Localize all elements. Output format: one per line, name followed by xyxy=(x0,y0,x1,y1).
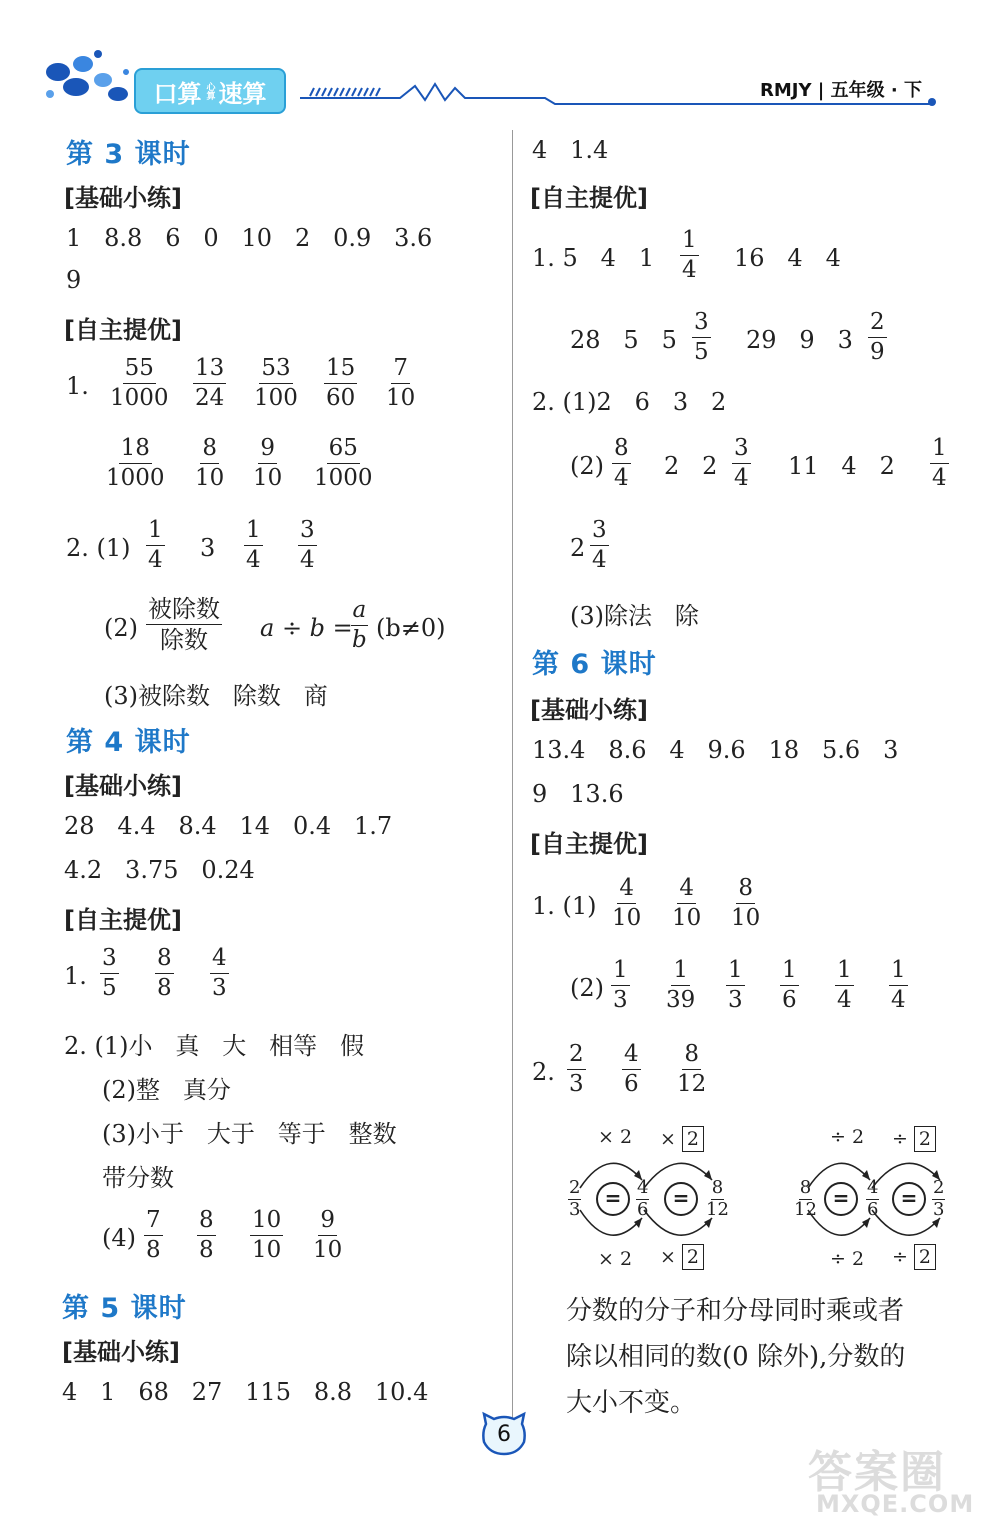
lesson-3-q1-number: 1. xyxy=(66,372,89,400)
lesson-3-basic-line2: 9 xyxy=(66,266,82,294)
column-divider xyxy=(512,130,513,1430)
fraction: $\frac{4}{10}$ xyxy=(672,875,702,931)
lesson-5-basic-label: [基础小练] xyxy=(62,1338,180,1366)
fraction: $\frac{65}{1000}$ xyxy=(314,435,373,491)
fraction: $\frac{4}{10}$ xyxy=(612,875,642,931)
op-label: ÷ 2 xyxy=(830,1248,865,1270)
fraction: 8 12 xyxy=(706,1177,729,1220)
answer-box: 2 xyxy=(682,1244,704,1270)
fraction: $\frac{13}{24}$ xyxy=(195,355,225,411)
fraction: $\frac{2}{9}$ xyxy=(870,309,885,365)
lesson-6-basic-line1: 13.4 8.6 4 9.6 18 5.6 3 xyxy=(532,736,899,764)
op-label: ÷ xyxy=(892,1128,908,1150)
fraction: $\frac{2}{3}$ xyxy=(569,1041,584,1097)
lesson-5-adv-label: [自主提优] xyxy=(530,184,648,212)
fraction: $\frac{8}{12}$ xyxy=(677,1041,707,1097)
op-label: × xyxy=(660,1128,676,1150)
fraction: $\frac{4}{6}$ xyxy=(624,1041,639,1097)
lesson-5-q2-2-prefix: (2) xyxy=(570,452,604,480)
fraction: $\frac{1}{3}$ xyxy=(728,957,743,1013)
lesson-3-q2-2-prefix: (2) xyxy=(104,614,138,642)
page-number-badge xyxy=(480,1410,528,1458)
fraction: $\frac{8}{8}$ xyxy=(199,1207,214,1263)
diagram-multiply xyxy=(560,1118,750,1278)
lesson-3-basic-label: [基础小练] xyxy=(64,184,182,212)
lesson-5-q1-b-mid: 29 9 3 xyxy=(746,326,853,354)
lesson-4-q2-3: (3)小于 大于 等于 整数 xyxy=(102,1120,397,1148)
fraction: 8 12 xyxy=(794,1177,817,1220)
op-label: ÷ 2 xyxy=(830,1126,865,1148)
formula-left: a ÷ b = xyxy=(260,614,353,642)
op-label: ÷ xyxy=(892,1246,908,1268)
fraction: 2 3 xyxy=(933,1177,945,1220)
fraction: $\frac{9}{10}$ xyxy=(313,1207,343,1263)
lesson-5-q2-2b: 2 xyxy=(570,534,586,562)
equals-circle: = xyxy=(824,1182,858,1216)
lesson-3-q2-3: (3)被除数 除数 商 xyxy=(104,682,328,710)
brand-title: 口算 xyxy=(153,79,202,108)
answer-box: 2 xyxy=(914,1244,936,1270)
lesson-5-q2-1: 2. (1)2 6 3 2 xyxy=(532,388,727,416)
fraction: $\frac{3}{4}$ xyxy=(592,517,607,573)
fraction: $\frac{10}{10}$ xyxy=(252,1207,282,1263)
lesson-6-adv-label: [自主提优] xyxy=(530,830,648,858)
lesson-5-basic-line1: 4 1 68 27 115 8.8 10.4 xyxy=(62,1378,429,1406)
formula-right: (b≠0) xyxy=(376,614,446,642)
conclusion-line-3: 大小不变。 xyxy=(566,1388,697,1418)
lesson-5-q1-a: 1. 5 4 1 xyxy=(532,244,655,272)
lesson-6-q1-2-prefix: (2) xyxy=(570,974,604,1002)
edition-label: RMJY | 五年级 · 下 xyxy=(760,80,922,101)
answer-value: 3 xyxy=(200,534,216,562)
fraction: 4 6 xyxy=(867,1177,879,1220)
fraction: $\frac{8}{10}$ xyxy=(731,875,761,931)
lesson-4-adv-label: [自主提优] xyxy=(64,906,182,934)
fraction: $\frac{3}{5}$ xyxy=(694,309,709,365)
fraction: $\frac{3}{4}$ xyxy=(300,517,315,573)
lesson-5-cont-line1: 4 1.4 xyxy=(532,136,609,164)
fraction: $\frac{53}{100}$ xyxy=(254,355,298,411)
lesson-4-basic-line1: 28 4.4 8.4 14 0.4 1.7 xyxy=(64,812,393,840)
fraction: $\frac{1}{3}$ xyxy=(613,957,628,1013)
page-number: 6 xyxy=(497,1422,511,1447)
fraction: $\frac{8}{8}$ xyxy=(157,945,172,1001)
header xyxy=(0,0,1000,120)
lesson-5-q2-2-mid: 2 2 xyxy=(664,452,718,480)
fraction: $\frac{1}{4}$ xyxy=(837,957,852,1013)
lesson-4-basic-label: [基础小练] xyxy=(64,772,182,800)
lesson-6-basic-label: [基础小练] xyxy=(530,696,648,724)
fraction: $\frac{55}{1000}$ xyxy=(110,355,169,411)
op-label: × xyxy=(660,1246,676,1268)
fraction: $\frac{3}{5}$ xyxy=(102,945,117,1001)
lesson-5-q1-b: 28 5 5 xyxy=(570,326,677,354)
brand-mid: 心算 xyxy=(204,82,215,100)
lesson-5-q2-2-tail: 11 4 2 xyxy=(788,452,895,480)
watermark-logo: 答案圈 xyxy=(808,1447,946,1498)
lesson-4-q1-number: 1. xyxy=(64,962,87,990)
fraction: $\frac{18}{1000}$ xyxy=(106,435,165,491)
lesson-4-q2-3b: 带分数 xyxy=(102,1164,174,1192)
fraction: $\frac{1}{6}$ xyxy=(782,957,797,1013)
conclusion-line-2: 除以相同的数(0 除外),分数的 xyxy=(566,1342,906,1372)
lesson-6-q2-number: 2. xyxy=(532,1058,555,1086)
fraction: 4 6 xyxy=(637,1177,649,1220)
fraction: $\frac{15}{60}$ xyxy=(326,355,356,411)
conclusion-line-1: 分数的分子和分母同时乘或者 xyxy=(566,1296,905,1326)
lesson-5-q2-3: (3)除法 除 xyxy=(570,602,699,630)
lesson-3-q2-number: 2. (1) xyxy=(66,534,131,562)
lesson-3-basic-line1: 1 8.8 6 0 10 2 0.9 3.6 xyxy=(66,224,433,252)
fraction: $\frac{1}{4}$ xyxy=(246,517,261,573)
fraction: $\frac{8}{10}$ xyxy=(195,435,225,491)
fraction: $\frac{1}{4}$ xyxy=(148,517,163,573)
fraction: $\frac{9}{10}$ xyxy=(253,435,283,491)
fraction: 2 3 xyxy=(569,1177,581,1220)
equals-circle: = xyxy=(892,1182,926,1216)
brand-title-end: 速算 xyxy=(218,79,267,108)
fraction: $\frac{4}{3}$ xyxy=(212,945,227,1001)
lesson-4-q2-2: (2)整 真分 xyxy=(102,1076,231,1104)
lesson-3-adv-label: [自主提优] xyxy=(64,316,182,344)
equals-circle: = xyxy=(596,1182,630,1216)
fraction: $\frac{7}{10}$ xyxy=(386,355,416,411)
lesson-3-title: 第 3 课时 xyxy=(66,139,191,170)
watermark-url: MXQE.COM xyxy=(816,1490,975,1518)
lesson-5-q1-a-tail: 16 4 4 xyxy=(734,244,841,272)
fraction: 被除数 除数 xyxy=(148,595,220,654)
fraction: $\frac{1}{4}$ xyxy=(891,957,906,1013)
fraction: $\frac{1}{39}$ xyxy=(666,957,696,1013)
equals-circle: = xyxy=(664,1182,698,1216)
diagram-divide xyxy=(788,1118,978,1278)
lesson-5-title: 第 5 课时 xyxy=(62,1293,187,1324)
fraction: $\frac{1}{4}$ xyxy=(932,435,947,491)
op-label: × 2 xyxy=(598,1126,633,1148)
splash-logo-icon xyxy=(38,42,138,112)
lesson-4-title: 第 4 课时 xyxy=(66,727,191,758)
brand-badge xyxy=(134,68,286,114)
answer-box: 2 xyxy=(914,1126,936,1152)
lesson-4-basic-line2: 4.2 3.75 0.24 xyxy=(64,856,255,884)
op-label: × 2 xyxy=(598,1248,633,1270)
lesson-6-title: 第 6 课时 xyxy=(532,649,657,680)
lesson-4-q2-4-prefix: (4) xyxy=(102,1224,136,1252)
fraction: $\frac{3}{4}$ xyxy=(734,435,749,491)
lesson-4-q2-1: 2. (1)小 真 大 相等 假 xyxy=(64,1032,365,1060)
fraction: $\frac{7}{8}$ xyxy=(146,1207,161,1263)
fraction: $\frac{1}{4}$ xyxy=(682,227,697,283)
lesson-6-q1-1-prefix: 1. (1) xyxy=(532,892,597,920)
fraction: $\frac{a}{b}$ xyxy=(352,597,367,653)
fraction: $\frac{8}{4}$ xyxy=(614,435,629,491)
answer-box: 2 xyxy=(682,1126,704,1152)
lesson-6-basic-line2: 9 13.6 xyxy=(532,780,624,808)
